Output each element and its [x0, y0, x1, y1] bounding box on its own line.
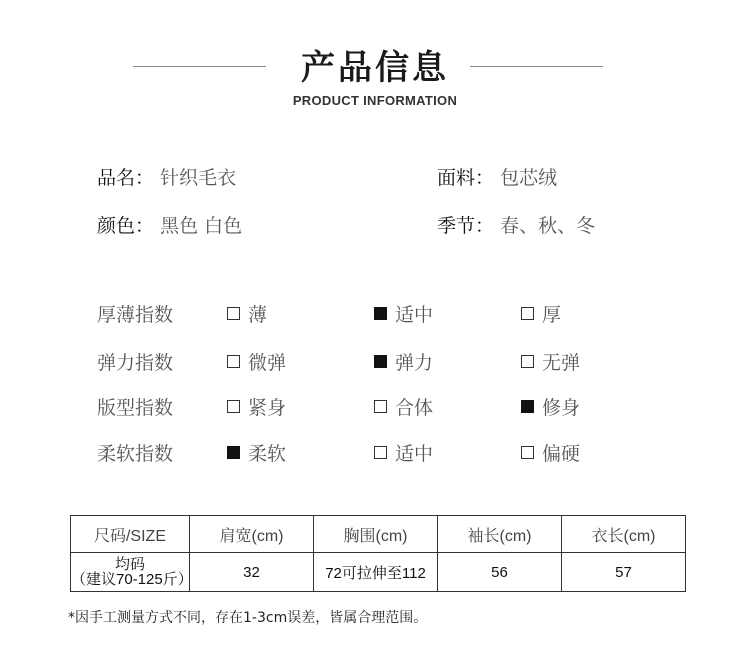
- size-table-header-row: [71, 516, 686, 553]
- length-cell: 57: [562, 553, 686, 592]
- empty-box-icon[interactable]: [227, 400, 240, 413]
- size-table-header: 袖长(cm): [438, 516, 562, 553]
- index-option-label: 无弹: [542, 352, 581, 374]
- page-subtitle: PRODUCT INFORMATION: [292, 93, 458, 108]
- index-option-label: 修身: [542, 397, 581, 419]
- info-name: [97, 163, 236, 190]
- info-season: [437, 211, 595, 238]
- index-label: 弹力指数: [97, 352, 174, 374]
- size-cell-line2: （建议70-125斤）: [71, 571, 193, 588]
- index-option[interactable]: [227, 439, 286, 466]
- size-table-header: 肩宽(cm): [190, 516, 314, 553]
- empty-box-icon[interactable]: [521, 355, 534, 368]
- info-season-value: 春、秋、冬: [500, 215, 596, 237]
- index-option[interactable]: [227, 348, 286, 375]
- empty-box-icon[interactable]: [521, 307, 534, 320]
- info-fabric: [437, 163, 557, 190]
- empty-box-icon[interactable]: [521, 446, 534, 459]
- info-name-label: 品名：: [97, 167, 155, 189]
- index-option[interactable]: [227, 393, 286, 420]
- checked-box-icon[interactable]: [374, 355, 387, 368]
- chest-cell: 72可拉伸至112: [314, 553, 438, 592]
- index-option-label: 弹力: [395, 352, 434, 374]
- table-row: [71, 553, 686, 592]
- index-option-label: 紧身: [248, 397, 287, 419]
- empty-box-icon[interactable]: [374, 400, 387, 413]
- info-fabric-value: 包芯绒: [500, 167, 558, 189]
- index-option-label: 微弹: [248, 352, 287, 374]
- info-season-label: 季节：: [437, 215, 495, 237]
- info-color: [97, 211, 242, 238]
- empty-box-icon[interactable]: [227, 307, 240, 320]
- size-cell: [71, 553, 193, 592]
- index-option[interactable]: [521, 348, 580, 375]
- page-title: 产品信息: [301, 48, 449, 88]
- sleeve-cell: 56: [438, 553, 562, 592]
- index-option-label: 适中: [395, 304, 434, 326]
- index-option[interactable]: [374, 393, 433, 420]
- index-option[interactable]: [521, 300, 561, 327]
- index-option[interactable]: [374, 439, 433, 466]
- measurement-note: *因手工测量方式不同，存在1-3cm误差，皆属合理范围。: [68, 610, 428, 626]
- index-option[interactable]: [374, 300, 433, 327]
- index-option[interactable]: [521, 439, 580, 466]
- info-color-label: 颜色：: [97, 215, 155, 237]
- info-color-value: 黑色 白色: [160, 215, 243, 237]
- index-option-label: 厚: [542, 304, 562, 326]
- shoulder-cell: 32: [190, 553, 314, 592]
- index-label: 版型指数: [97, 397, 174, 419]
- index-option-label: 柔软: [248, 443, 287, 465]
- index-label: 厚薄指数: [97, 304, 174, 326]
- index-option-label: 薄: [248, 304, 268, 326]
- size-table-header: 衣长(cm): [562, 516, 686, 553]
- index-option[interactable]: [521, 393, 580, 420]
- index-option-label: 适中: [395, 443, 434, 465]
- index-option-label: 偏硬: [542, 443, 581, 465]
- size-table-header: 胸围(cm): [314, 516, 438, 553]
- size-table: [70, 515, 686, 592]
- empty-box-icon[interactable]: [374, 446, 387, 459]
- size-cell-line1: 均码: [114, 556, 145, 573]
- size-table-header: 尺码/SIZE: [71, 516, 190, 553]
- index-label: 柔软指数: [97, 443, 174, 465]
- checked-box-icon[interactable]: [521, 400, 534, 413]
- index-option-label: 合体: [395, 397, 434, 419]
- title-rule-right: [470, 66, 603, 67]
- checked-box-icon[interactable]: [227, 446, 240, 459]
- info-fabric-label: 面料：: [437, 167, 495, 189]
- info-name-value: 针织毛衣: [160, 167, 237, 189]
- empty-box-icon[interactable]: [227, 355, 240, 368]
- index-option[interactable]: [374, 348, 433, 375]
- index-option[interactable]: [227, 300, 267, 327]
- checked-box-icon[interactable]: [374, 307, 387, 320]
